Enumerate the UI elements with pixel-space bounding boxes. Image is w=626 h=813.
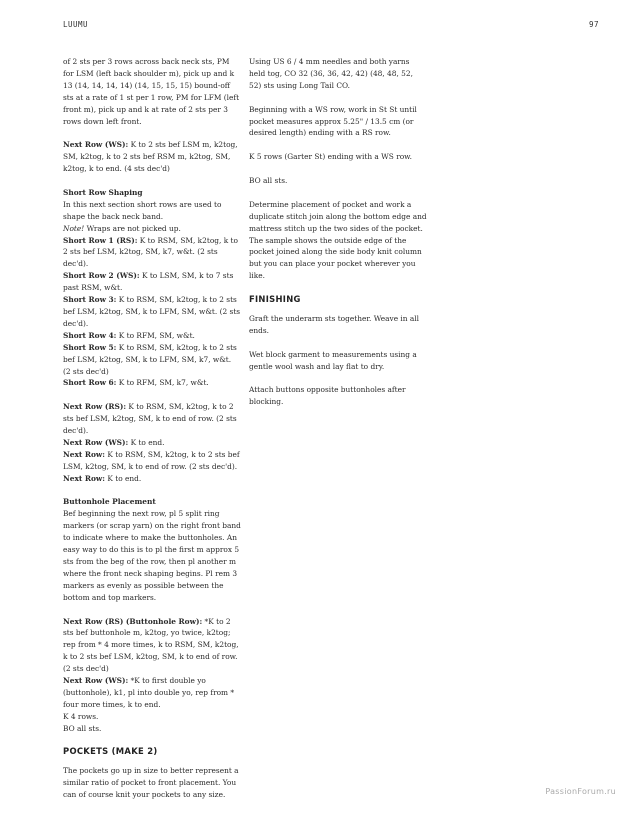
finishing-paragraph: Attach buttons opposite buttonholes after blocking.	[249, 385, 406, 407]
right-column	[249, 56, 427, 420]
instruction-line	[63, 449, 241, 473]
pockets-heading: POCKETS (MAKE 2)	[63, 746, 158, 757]
row-text: *K to first double yo (buttonhole), k1, pl into double yo, rep from * four more times, k to end.	[63, 676, 235, 709]
buttonhole-section	[63, 496, 241, 603]
row-text: K to LSM, SM, k to 7 sts past RSM, w&t.	[63, 271, 234, 293]
pocket-paragraph: Determine placement of pocket and work a duplicate stitch join along the bottom edge and mattress stitch up the two sides of the pocket. The sample shows the outside edge of the pocket joined along the side body knit column but you can place your pocket wherever you like.	[249, 199, 427, 281]
watermark: PassionForum.ru	[545, 787, 616, 796]
row-label: Next Row (WS):	[63, 676, 129, 686]
row-label: Short Row 6:	[63, 378, 117, 388]
pocket-paragraph: Using US 6 / 4 mm needles and both yarns held tog, CO 32 (36, 36, 42, 42) (48, 48, 52, 52) sts using Long Tail CO.	[249, 57, 413, 90]
row-label: Short Row 2 (WS):	[63, 271, 140, 281]
row-text: K to 2 sts bef LSM m, k2tog, SM, k2tog, k to 2 sts bef RSM m, k2tog, SM, k2tog, k to end. (4 sts dec'd)	[63, 140, 238, 174]
short-row-intro: In this next section short rows are used to shape the back neck band.	[63, 199, 222, 221]
short-row-line	[63, 342, 241, 378]
row-label: Short Row 1 (RS):	[63, 235, 138, 245]
row-text: K to RFM, SM, k7, w&t.	[116, 378, 209, 388]
pocket-paragraph: Beginning with a WS row, work in St St until pocket measures approx 5.25" / 13.5 cm (or desired length) ending with a RS row.	[249, 104, 417, 138]
short-row-section	[63, 187, 241, 389]
instruction-line	[63, 616, 241, 676]
page-number: 97	[588, 20, 599, 29]
row-text: K to RSM, SM, k2tog, k to 2 sts bef LSM, k2tog, SM, k to end of row. (2 sts dec'd).	[63, 402, 237, 436]
row-label: Next Row (RS) (Buttonhole Row):	[63, 616, 203, 626]
left-column	[63, 56, 241, 813]
row-label: Next Row (WS):	[63, 437, 129, 447]
row-text: K to RSM, SM, k2tog, k to 2 sts bef LSM, k2tog, SM, k7, w&t. (2 sts dec'd).	[63, 235, 238, 269]
next-row-ws-paragraph	[63, 139, 241, 175]
short-row-line	[63, 270, 241, 294]
instruction-line	[63, 675, 241, 711]
instruction-line	[63, 401, 241, 437]
short-row-line	[63, 330, 241, 342]
row-label: Next Row:	[63, 473, 106, 483]
after-short-rows	[63, 401, 241, 484]
short-row-line	[63, 377, 241, 389]
row-label: Short Row 4:	[63, 330, 117, 340]
finishing-paragraph: Graft the underarm sts together. Weave in all ends.	[249, 313, 420, 335]
row-text: K to end.	[105, 473, 142, 483]
short-row-line	[63, 294, 241, 330]
row-text: K to end.	[128, 437, 165, 447]
buttonhole-heading: Buttonhole Placement	[63, 497, 156, 507]
buttonhole-rows	[63, 616, 241, 735]
row-label: Next Row (RS):	[63, 402, 127, 412]
instruction-line	[63, 473, 241, 485]
row-text: *K to 2 sts bef buttonhole m, k2tog, yo twice, k2tog; rep from * 4 more times, k to RSM, SM, k2tog, k to 2 sts bef LSM, k2tog, SM, k to end of row. (2 sts dec'd)	[63, 616, 239, 674]
intro-paragraph: of 2 sts per 3 rows across back neck sts, PM for LSM (left back shoulder m), pick up and k 13 (14, 14, 14, 14) (14, 15, 15, 15) bound-off sts at a rate of 1 st per 1 row, PM for LFM (left front m), pick up and k at rate of 2 sts per 3 rows down left front.	[63, 57, 240, 126]
bo-all: BO all sts.	[63, 723, 102, 733]
row-text: K to RSM, SM, k2tog, k to 2 sts bef LSM, k2tog, SM, k to LFM, SM, w&t. (2 sts dec'd).	[63, 295, 241, 328]
k4-rows: K 4 rows.	[63, 711, 99, 721]
row-text: K to RFM, SM, w&t.	[116, 330, 195, 340]
note-text: Wraps are not picked up.	[84, 223, 181, 233]
buttonhole-text: Bef beginning the next row, pl 5 split ring markers (or scrap yarn) on the right front band to indicate where to make the buttonholes. An easy way to do this is to pl the first m approx 5 sts from the beg of the row, then pl another m where the front neck shaping begins. Pl rem 3 markers as evenly as possible between the bottom and top markers.	[63, 509, 241, 602]
short-row-line	[63, 235, 241, 271]
note-line	[63, 223, 241, 235]
row-label: Short Row 3:	[63, 295, 117, 305]
row-label: Next Row (WS):	[63, 140, 129, 150]
instruction-line	[63, 437, 241, 449]
row-label: Next Row:	[63, 449, 106, 459]
short-row-heading: Short Row Shaping	[63, 187, 143, 197]
finishing-paragraph: Wet block garment to measurements using a gentle wool wash and lay flat to dry.	[249, 349, 417, 371]
pocket-paragraph: BO all sts.	[249, 176, 288, 186]
note-label: Note!	[63, 223, 85, 233]
finishing-heading: FINISHING	[249, 294, 301, 305]
row-label: Short Row 5:	[63, 342, 117, 352]
book-title: LUUMU	[63, 20, 89, 29]
pocket-paragraph: K 5 rows (Garter St) ending with a WS row.	[249, 152, 412, 162]
row-text: K to RSM, SM, k2tog, k to 2 sts bef LSM, k2tog, SM, k to LFM, SM, k7, w&t. (2 sts dec'd)	[63, 342, 237, 376]
pockets-paragraph: The pockets go up in size to better represent a similar ratio of pocket to front placement. You can of course knit your pockets to any size.	[63, 766, 239, 800]
row-text: K to RSM, SM, k2tog, k to 2 sts bef LSM, k2tog, SM, k to end of row. (2 sts dec'd).	[63, 449, 240, 471]
